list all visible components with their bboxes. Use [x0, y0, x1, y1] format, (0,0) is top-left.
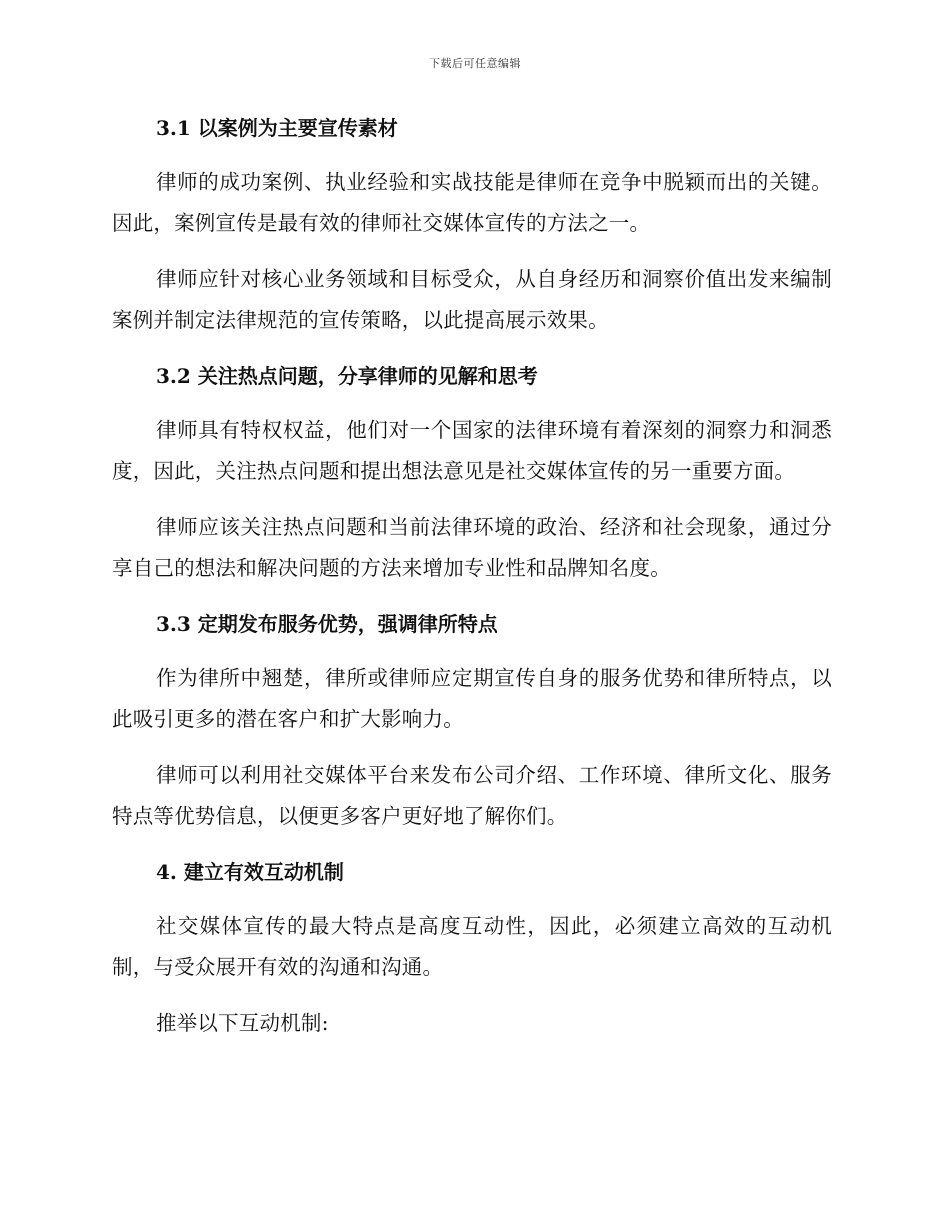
paragraph: 律师的成功案例、执业经验和实战技能是律师在竞争中脱颖而出的关键。因此，案例宣传是最有效的律师社交媒体宣传的方法之一。 [112, 170, 832, 235]
paragraph: 作为律所中翘楚，律所或律师应定期宣传自身的服务优势和律所特点，以此吸引更多的潜在客户和扩大影响力。 [112, 666, 832, 731]
paragraph: 律师应该关注热点问题和当前法律环境的政治、经济和社会现象，通过分享自己的想法和解决问题的方法来增加专业性和品牌知名度。 [112, 515, 832, 580]
paragraph: 社交媒体宣传的最大特点是高度互动性，因此，必须建立高效的互动机制，与受众展开有效的沟通和沟通。 [112, 914, 832, 979]
section-heading-3-2: 3.2 关注热点问题，分享律师的见解和思考 [156, 364, 538, 388]
page-header: 下载后可任意编辑 [429, 57, 521, 70]
section-heading-3-1: 3.1 以案例为主要宣传素材 [156, 116, 398, 140]
paragraph: 律师应针对核心业务领域和目标受众，从自身经历和洞察价值出发来编制案例并制定法律规范的宣传策略，以此提高展示效果。 [112, 267, 832, 332]
section-heading-3-3: 3.3 定期发布服务优势，强调律所特点 [156, 612, 498, 636]
section-heading-4: 4. 建立有效互动机制 [156, 860, 344, 884]
paragraph: 律师可以利用社交媒体平台来发布公司介绍、工作环境、律所文化、服务特点等优势信息，以便更多客户更好地了解你们。 [112, 763, 832, 828]
paragraph: 推举以下互动机制: [156, 1011, 329, 1035]
document-body [112, 108, 832, 1059]
paragraph: 律师具有特权权益，他们对一个国家的法律环境有着深刻的洞察力和洞悉度，因此，关注热点问题和提出想法意见是社交媒体宣传的另一重要方面。 [112, 418, 832, 483]
